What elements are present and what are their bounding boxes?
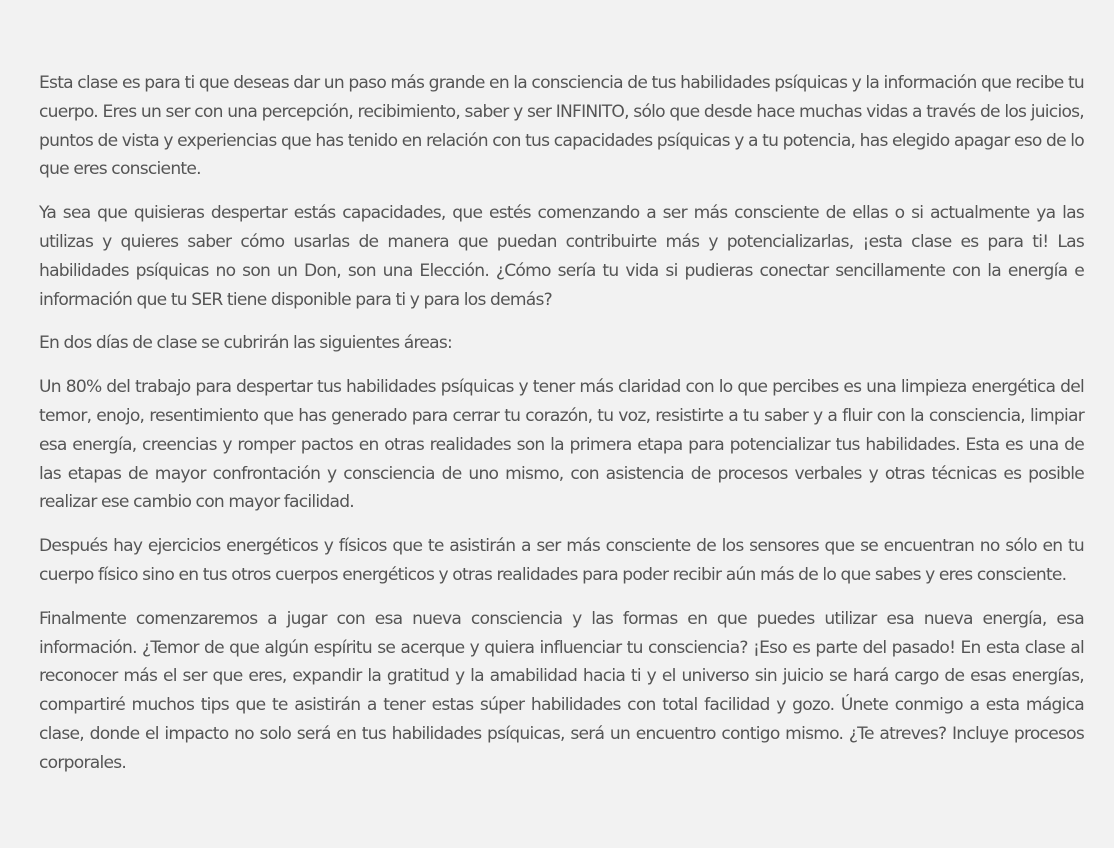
paragraph-exercises: Después hay ejercicios energéticos y físicos que te asistirán a ser más consciente de los sensores que se encuentran no sólo en tu cuerpo físico sino en tus otros cuerpos energéticos y otras realidades para poder recibir aún más de lo que sabes y eres consciente.: [39, 536, 1084, 585]
paragraph-awaken: Ya sea que quisieras despertar estás capacidades, que estés comenzando a ser más consciente de ellas o si actualmente ya las utilizas y quieres saber cómo usarlas de manera que puedan contribuirte más y potencializarlas, ¡esta clase es para ti! Las habilidades psíquicas no son un Don, son una Elección. ¿Cómo sería tu vida si pudieras conectar sencillamente con la energía e información que tu SER tiene disponible para ti y para los demás?: [39, 203, 1084, 310]
paragraph-closing: Finalmente comenzaremos a jugar con esa nueva consciencia y las formas en que puedes utilizar esa nueva energía, esa información. ¿Temor de que algún espíritu se acerque y quiera influenciar tu consciencia? ¡Eso es parte del pasado! En esta clase al reconocer más el ser que eres, expandir la gratitud y la amabilidad hacia ti y el universo sin juicio se hará cargo de esas energías, compartiré muchos tips que te asistirán a tener estas súper habilidades con total facilidad y gozo. Únete conmigo a esta mágica clase, donde el impacto no solo será en tus habilidades psíquicas, será un encuentro contigo mismo. ¿Te atreves? Incluye procesos corporales.: [39, 608, 1084, 773]
article-body: [39, 69, 1084, 793]
paragraph-cleansing: Un 80% del trabajo para despertar tus habilidades psíquicas y tener más claridad con lo que percibes es una limpieza energética del temor, enojo, resentimiento que has generado para cerrar tu corazón, tu voz, resistirte a tu saber y a fluir con la consciencia, limpiar esa energía, creencias y romper pactos en otras realidades son la primera etapa para potencializar tus habilidades. Esta es una de las etapas de mayor confrontación y consciencia de uno mismo, con asistencia de procesos verbales y otras técnicas es posible realizar ese cambio con mayor facilidad.: [39, 377, 1084, 513]
paragraph-intro: Esta clase es para ti que deseas dar un paso más grande en la consciencia de tus habilidades psíquicas y la información que recibe tu cuerpo. Eres un ser con una percepción, recibimiento, saber y ser INFINITO, sólo que desde hace muchas vidas a través de los juicios, puntos de vista y experiencias que has tenido en relación con tus capacidades psíquicas y a tu potencia, has elegido apagar eso de lo que eres consciente.: [39, 73, 1084, 180]
paragraph-areas-heading: En dos días de clase se cubrirán las siguientes áreas:: [39, 333, 453, 354]
